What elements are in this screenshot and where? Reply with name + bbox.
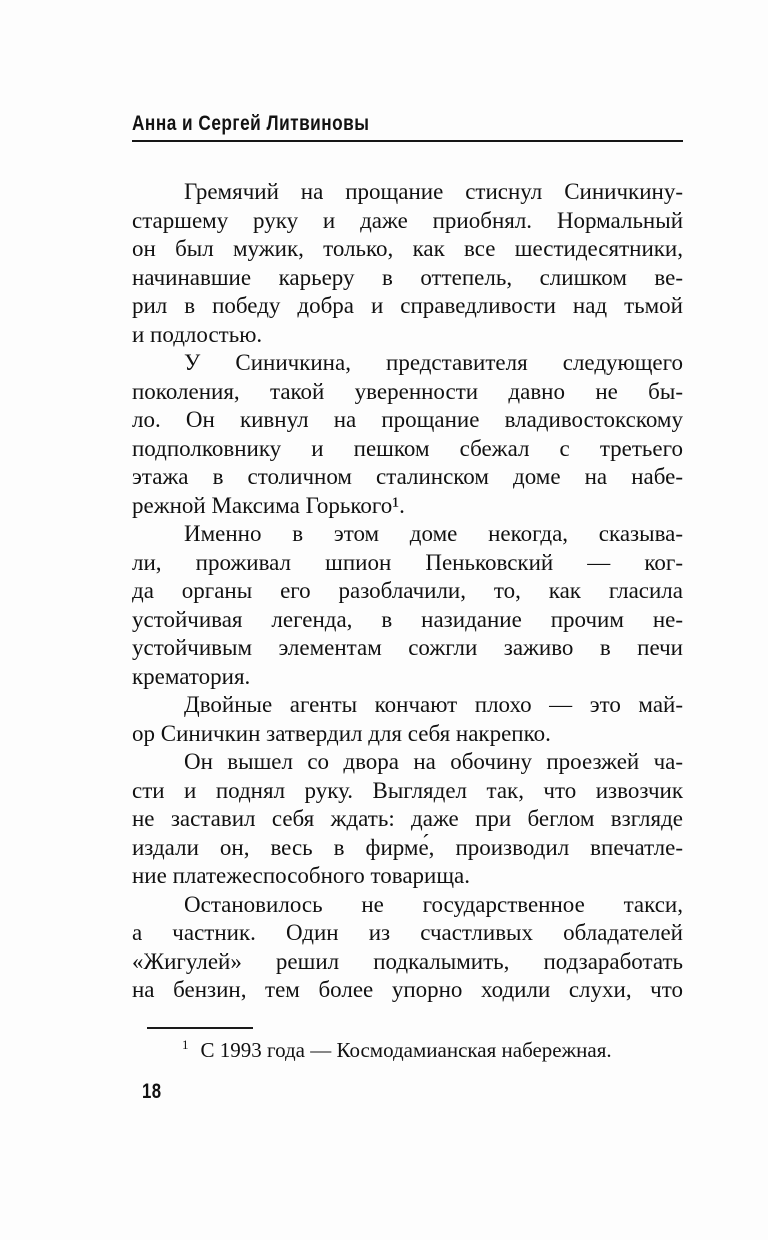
- text-line: да органы его разоблачили, то, как гласила: [132, 578, 683, 603]
- running-header-title: Анна и Сергей Литвиновы: [132, 112, 370, 135]
- text-line: Гремячий на прощание стиснул Синичкину-: [184, 179, 683, 204]
- text-line: У Синичкина, представителя следующего: [184, 350, 683, 375]
- text-line: Именно в этом доме некогда, сказыва-: [184, 521, 683, 546]
- footnote: [132, 1037, 683, 1063]
- text-line: этажа в столичном сталинском доме на набе-: [132, 464, 683, 489]
- text-line: рил в победу добра и справедливости над тьмой: [132, 293, 683, 318]
- text-line: издали он, весь в фирме́, производил впечатле-: [132, 834, 683, 860]
- text-line: начинавшие карьеру в оттепель, слишком ве-: [132, 264, 683, 290]
- text-line: он был мужик, только, как все шестидесятники,: [132, 236, 683, 261]
- text-line: устойчивым элементам сожгли заживо в печи: [132, 635, 683, 660]
- footnote-rule: [147, 1027, 253, 1029]
- text-line: старшему руку и даже приобнял. Нормальный: [132, 207, 683, 233]
- paragraph: [132, 891, 683, 1005]
- paragraph: [132, 748, 683, 891]
- paragraph: [132, 178, 683, 349]
- text-line: Он вышел со двора на обочину проезжей ча-: [184, 749, 683, 774]
- text-line: режной Максима Горького¹.: [132, 492, 405, 518]
- text-line: устойчивая легенда, в назидание прочим не-: [132, 606, 683, 632]
- text-line: подполковнику и пешком сбежал с третьего: [132, 435, 683, 461]
- text-line: Остановилось не государственное такси,: [184, 891, 683, 917]
- text-line: «Жигулей» решил подкалымить, подзаработать: [132, 948, 683, 974]
- text-line: крематория.: [132, 663, 251, 689]
- paragraph: [132, 691, 683, 748]
- footnote-marker: 1: [182, 1037, 189, 1052]
- header-rule: [132, 140, 683, 142]
- page-number: 18: [142, 1080, 162, 1103]
- text-line: на бензин, тем более упорно ходили слухи, что: [132, 977, 683, 1002]
- text-line: ли, проживал шпион Пеньковский — ког-: [132, 549, 683, 575]
- running-header: [132, 112, 684, 138]
- text-line: не заставил себя ждать: даже при беглом взгляде: [132, 806, 683, 831]
- paragraph: [132, 349, 683, 520]
- text-line: сти и поднял руку. Выглядел так, что извозчик: [132, 777, 683, 803]
- text-line: ние платежеспособного товарища.: [132, 863, 471, 888]
- text-line: ло. Он кивнул на прощание владивостокскому: [132, 407, 683, 432]
- text-line: Двойные агенты кончают плохо — это май-: [184, 692, 683, 717]
- text-line: ор Синичкин затвердил для себя накрепко.: [132, 720, 551, 746]
- footnote-text: С 1993 года — Космодамианская набережная.: [200, 1038, 612, 1062]
- paragraph: [132, 520, 683, 691]
- body-text: [132, 178, 683, 1005]
- text-line: а частник. Один из счастливых обладателей: [132, 920, 683, 945]
- text-line: и подлостью.: [132, 321, 263, 347]
- text-line: поколения, такой уверенности давно не бы-: [132, 378, 683, 404]
